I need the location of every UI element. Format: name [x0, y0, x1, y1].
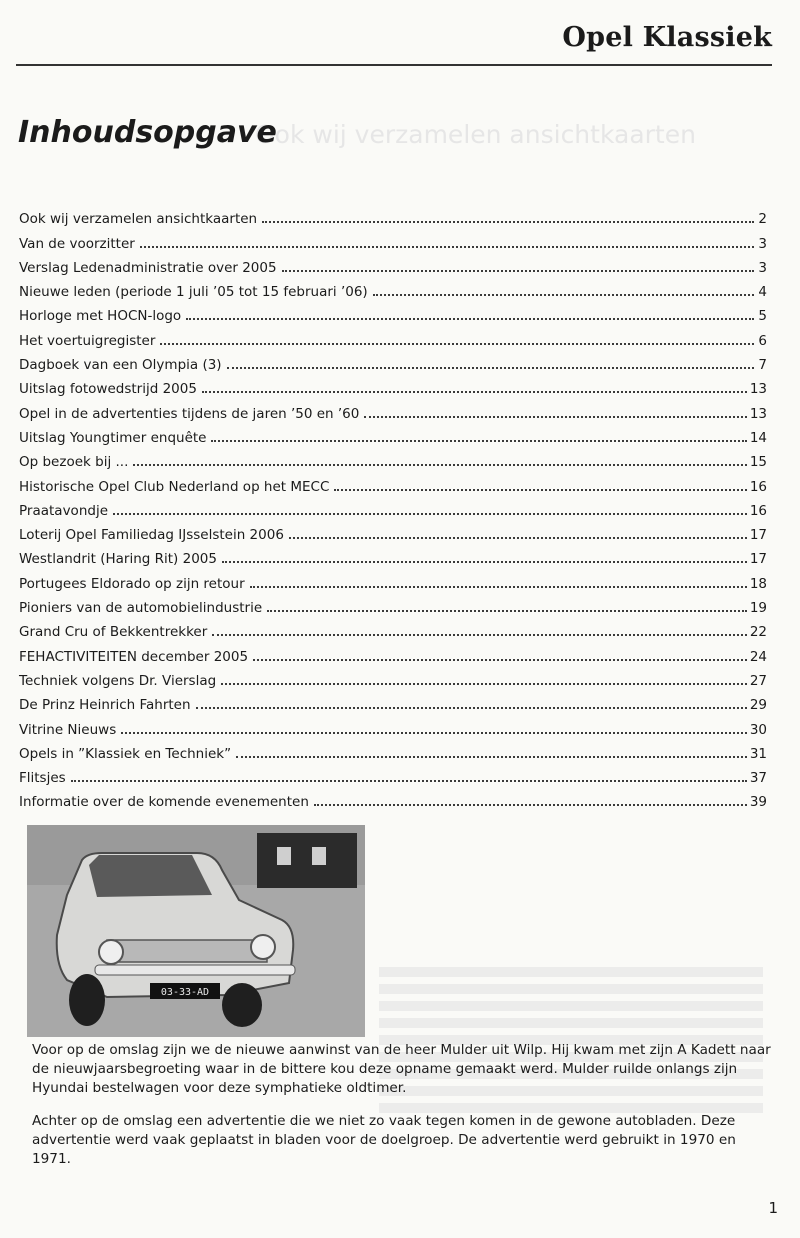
toc-dot-leader [289, 537, 747, 539]
table-of-contents [19, 204, 767, 811]
toc-entry-page: 16 [749, 478, 767, 495]
toc-entry [19, 204, 767, 228]
toc-dot-leader [227, 367, 754, 369]
toc-entry-title: Opels in ”Klassiek en Techniek” [19, 745, 232, 762]
toc-dot-leader [113, 513, 747, 515]
toc-entry-title: Opel in de advertenties tijdens de jaren ’50 en ’60 [19, 405, 360, 422]
toc-entry-page: 16 [749, 502, 767, 519]
toc-entry [19, 277, 767, 301]
toc-entry-page: 24 [749, 648, 767, 665]
toc-entry [19, 423, 767, 447]
toc-dot-leader [211, 440, 746, 442]
toc-dot-leader [202, 391, 747, 393]
toc-entry [19, 374, 767, 398]
toc-entry [19, 253, 767, 277]
toc-entry-title: Nieuwe leden (periode 1 juli ’05 tot 15 februari ’06) [19, 284, 368, 301]
toc-dot-leader [373, 294, 754, 296]
toc-entry [19, 739, 767, 763]
toc-entry-page: 39 [749, 794, 767, 811]
toc-dot-leader [160, 343, 754, 345]
toc-dot-leader [314, 804, 747, 806]
toc-entry-title: Het voertuigregister [19, 332, 156, 349]
caption-paragraph-front: Voor op de omslag zijn we de nieuwe aanwinst van de heer Mulder uit Wilp. Hij kwam met zijn A Kadett naar de nieuwjaarsbegroeting waar in de bittere kou deze opname gemaakt werd. Mulder ruilde onlangs zijn Hyundai bestelwagen voor deze symphatieke oldtimer. [32, 1042, 771, 1096]
toc-dot-leader [140, 246, 754, 248]
toc-entry [19, 617, 767, 641]
toc-entry-page: 3 [758, 259, 767, 276]
toc-dot-leader [212, 634, 747, 636]
toc-entry-title: Ook wij verzamelen ansichtkaarten [19, 211, 258, 228]
toc-dot-leader [253, 659, 747, 661]
toc-entry [19, 690, 767, 714]
toc-entry-title: De Prinz Heinrich Fahrten [19, 697, 191, 714]
toc-entry-title: Op bezoek bij ... [19, 454, 129, 471]
toc-dot-leader [364, 416, 746, 418]
toc-entry-page: 37 [749, 770, 767, 787]
caption-paragraph-back: Achter op de omslag een advertentie die we niet zo vaak tegen komen in de gewone autobladen. Deze advertentie werd vaak geplaatst in bladen voor de doelgroep. De advertentie werd gebruikt in 1970 en 1971. [32, 1113, 736, 1167]
toc-entry-title: Vitrine Nieuws [19, 721, 117, 738]
toc-entry-title: Horloge met HOCN-logo [19, 308, 182, 325]
toc-entry-page: 22 [749, 624, 767, 641]
toc-entry [19, 228, 767, 252]
toc-entry-page: 7 [758, 357, 767, 374]
header-divider [16, 64, 772, 66]
toc-dot-leader [71, 780, 747, 782]
toc-entry-title: Uitslag Youngtimer enquête [19, 429, 207, 446]
toc-entry-page: 27 [749, 672, 767, 689]
toc-entry-page: 17 [749, 551, 767, 568]
toc-entry [19, 666, 767, 690]
toc-dot-leader [222, 561, 747, 563]
toc-entry [19, 568, 767, 592]
toc-entry-title: Praatavondje [19, 502, 108, 519]
toc-entry-page: 17 [749, 527, 767, 544]
toc-entry-page: 5 [758, 308, 767, 325]
toc-dot-leader [236, 756, 747, 758]
toc-entry-page: 31 [749, 745, 767, 762]
toc-dot-leader [133, 464, 746, 466]
toc-dot-leader [121, 732, 747, 734]
toc-entry-page: 3 [758, 235, 767, 252]
cover-photo-opel-kadett [27, 825, 365, 1037]
toc-entry [19, 763, 767, 787]
toc-entry-title: Dagboek van een Olympia (3) [19, 357, 222, 374]
toc-entry [19, 496, 767, 520]
toc-entry-page: 4 [758, 284, 767, 301]
toc-entry-title: Verslag Ledenadministratie over 2005 [19, 259, 277, 276]
toc-dot-leader [196, 707, 747, 709]
toc-dot-leader [334, 489, 746, 491]
toc-dot-leader [250, 586, 747, 588]
toc-entry [19, 350, 767, 374]
toc-entry [19, 301, 767, 325]
toc-entry-title: Portugees Eldorado op zijn retour [19, 575, 245, 592]
toc-dot-leader [186, 318, 754, 320]
toc-entry-title: Pioniers van de automobielindustrie [19, 600, 263, 617]
toc-entry-page: 15 [749, 454, 767, 471]
license-plate: 03-33-AD [160, 987, 210, 998]
toc-entry-title: Grand Cru of Bekkentrekker [19, 624, 208, 641]
toc-entry-title: Informatie over de komende evenementen [19, 794, 309, 811]
toc-dot-leader [282, 270, 754, 272]
toc-entry-title: Uitslag fotowedstrijd 2005 [19, 381, 197, 398]
toc-entry-title: Westlandrit (Haring Rit) 2005 [19, 551, 217, 568]
toc-entry-page: 29 [749, 697, 767, 714]
toc-entry [19, 593, 767, 617]
toc-entry [19, 520, 767, 544]
toc-entry-title: Techniek volgens Dr. Vierslag [19, 672, 217, 689]
toc-entry-page: 19 [749, 600, 767, 617]
toc-entry-page: 30 [749, 721, 767, 738]
toc-entry [19, 714, 767, 738]
toc-dot-leader [221, 683, 747, 685]
page-number: 1 [768, 1199, 778, 1217]
toc-dot-leader [262, 221, 754, 223]
toc-entry-title: Historische Opel Club Nederland op het MECC [19, 478, 330, 495]
toc-entry-page: 6 [758, 332, 767, 349]
bleed-through-text: Ook wij verzamelen ansichtkaarten [255, 120, 696, 149]
toc-entry-page: 13 [749, 381, 767, 398]
toc-entry [19, 447, 767, 471]
toc-entry-title: FEHACTIVITEITEN december 2005 [19, 648, 249, 665]
magazine-title: Opel Klassiek [562, 22, 772, 53]
toc-entry-title: Loterij Opel Familiedag IJsselstein 2006 [19, 527, 284, 544]
toc-entry [19, 398, 767, 422]
toc-entry-page: 13 [749, 405, 767, 422]
cover-caption [32, 1041, 772, 1183]
toc-entry [19, 544, 767, 568]
toc-heading: Inhoudsopgave [18, 115, 277, 150]
toc-entry-title: Van de voorzitter [19, 235, 135, 252]
toc-entry-title: Flitsjes [19, 770, 66, 787]
toc-entry [19, 325, 767, 349]
toc-entry-page: 2 [758, 211, 767, 228]
toc-entry-page: 14 [749, 429, 767, 446]
toc-dot-leader [267, 610, 747, 612]
toc-entry [19, 641, 767, 665]
toc-entry [19, 787, 767, 811]
toc-entry-page: 18 [749, 575, 767, 592]
toc-entry [19, 471, 767, 495]
